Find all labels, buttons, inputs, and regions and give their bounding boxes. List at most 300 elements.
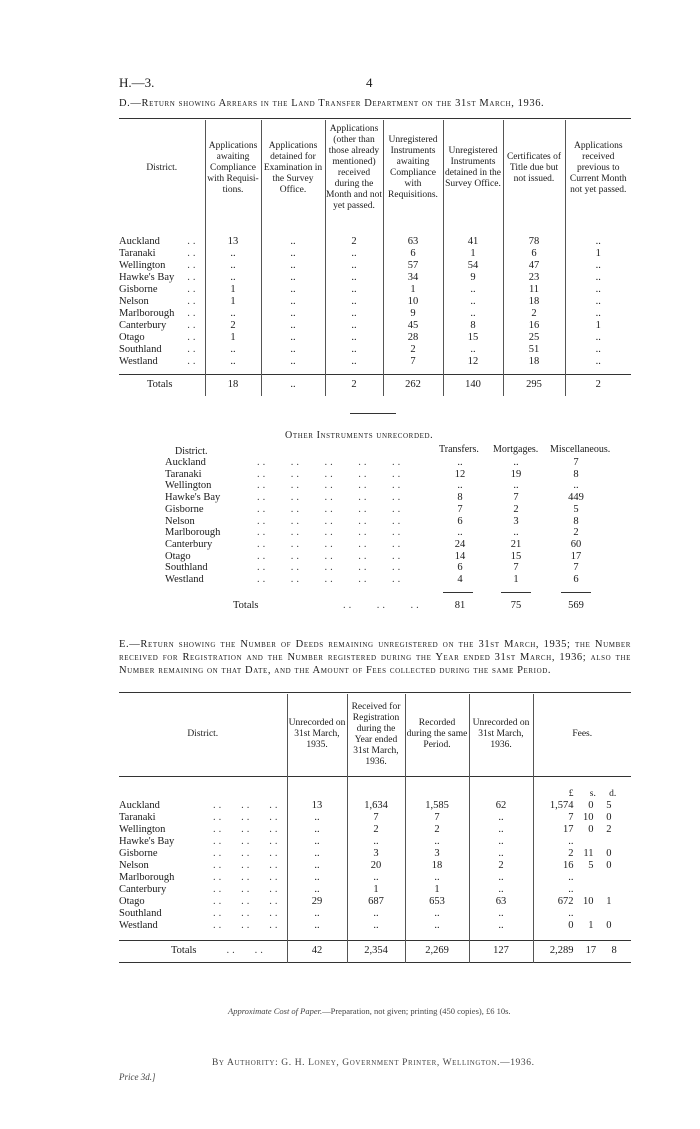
fee-pounds: 17 [563, 824, 574, 835]
other-totals-row: Totals .. .. .. 81 75 569 [165, 600, 625, 614]
fee-pounds: .. [568, 872, 574, 883]
e-totals-label: Totals [171, 945, 197, 956]
cell-value: 2 [503, 308, 565, 320]
e-totals-pounds: 2,289 [549, 945, 574, 956]
transfers-value: .. [457, 527, 463, 539]
e-totals-value: 2,354 [347, 940, 405, 962]
district-name: Canterbury [165, 538, 213, 550]
district-name: Hawke's Bay [119, 272, 175, 283]
table-row: Canterbury .. 2 .. .. 45 8 16 1 [119, 320, 631, 332]
cell-value: .. [347, 908, 405, 920]
district-name: Taranaki [119, 248, 156, 259]
table-row: Southland .. .. .. .. .. .. .. .. [119, 908, 631, 920]
cell-value: 45 [383, 320, 443, 332]
other-totals-label: Totals [233, 600, 259, 611]
cell-value: 2 [205, 320, 261, 332]
fee-pence: 1 [606, 896, 612, 907]
cell-value: .. [565, 356, 631, 368]
cell-value: .. [565, 272, 631, 284]
cell-value: 13 [287, 800, 347, 812]
table-row: Taranaki .. .. .. .. 6 1 6 1 [119, 248, 631, 260]
cell-value: 25 [503, 332, 565, 344]
cell-value: 1 [383, 284, 443, 296]
cell-value: .. [261, 272, 325, 284]
fee-shillings: 11 [583, 848, 594, 859]
table-row: Gisborne .. .. .. .. 3 3 .. 2 11 0 [119, 848, 631, 860]
cell-value: 18 [503, 356, 565, 368]
cell-value: .. [325, 272, 383, 284]
cell-value: 3 [347, 848, 405, 860]
other-header-transfers: Transfers. [439, 444, 479, 455]
cost-text: —Preparation, not given; printing (450 copies), £6 10s. [322, 1006, 511, 1016]
fee-pence: 0 [606, 848, 612, 859]
table-row: Hawke's Bay .. .. .. .. .. .. .. .. [119, 836, 631, 848]
cell-value: 20 [347, 860, 405, 872]
table-row: Wellington .. .. .. .. 57 54 47 .. [119, 260, 631, 272]
cell-value: .. [469, 824, 533, 836]
district-name: Southland [165, 562, 208, 574]
cell-value: 15 [443, 332, 503, 344]
cell-value: 2 [469, 860, 533, 872]
cell-value: 28 [383, 332, 443, 344]
cell-value: .. [443, 284, 503, 296]
fee-pence: 0 [606, 920, 612, 931]
transfers-value: 7 [457, 503, 463, 515]
page-number: 4 [366, 75, 373, 90]
cell-value: 9 [383, 308, 443, 320]
district-name: Gisborne [119, 284, 158, 295]
cell-value: 62 [469, 800, 533, 812]
list-item: Wellington .. .. .. .. .. .. .. .. [165, 480, 625, 492]
cell-value: .. [205, 248, 261, 260]
e-header-unrecorded-1936: Unrecorded on 31st March, 1936. [469, 694, 533, 776]
fee-pounds: .. [568, 836, 574, 847]
other-totals-mortgages: 75 [510, 600, 522, 611]
cell-value: .. [405, 836, 469, 848]
cell-value: 34 [383, 272, 443, 284]
misc-value: .. [573, 480, 579, 492]
table-row: Westland .. .. .. .. 7 12 18 .. [119, 356, 631, 368]
cell-value: 54 [443, 260, 503, 272]
cell-value: 1,585 [405, 800, 469, 812]
cell-value: .. [443, 344, 503, 356]
cell-value: .. [205, 260, 261, 272]
fee-pounds: 1,574 [549, 800, 574, 811]
cell-value: 29 [287, 896, 347, 908]
table-d-totals-row [119, 374, 631, 396]
header-district: District. [146, 162, 178, 173]
table-row: Taranaki .. .. .. .. 7 7 .. 7 10 0 [119, 812, 631, 824]
misc-value: 60 [570, 538, 582, 550]
cell-value: .. [469, 908, 533, 920]
fee-shillings: 10 [583, 896, 594, 907]
cell-value: .. [261, 260, 325, 272]
fee-pence: 5 [606, 800, 612, 811]
misc-value: 449 [568, 492, 584, 504]
table-row: Canterbury .. .. .. .. 1 1 .. .. [119, 884, 631, 896]
district-name: Canterbury [119, 320, 167, 331]
list-item: Otago .. .. .. .. .. 14 15 17 [165, 551, 625, 563]
district-name: Otago [165, 550, 191, 562]
list-item: Canterbury .. .. .. .. .. 24 21 60 [165, 539, 625, 551]
district-name: Westland [119, 920, 158, 931]
other-totals-misc: 569 [568, 600, 584, 611]
fee-pounds: 16 [563, 860, 574, 871]
cell-value: 12 [443, 356, 503, 368]
cell-value: .. [287, 884, 347, 896]
district-name: Hawke's Bay [119, 836, 175, 847]
misc-value: 2 [573, 527, 579, 539]
fee-shillings: 5 [588, 860, 594, 871]
cell-value: .. [469, 836, 533, 848]
cell-value: .. [325, 308, 383, 320]
cell-value: 8 [443, 320, 503, 332]
totals-value: 295 [503, 374, 565, 396]
cell-value: .. [261, 344, 325, 356]
cell-value: 1 [565, 248, 631, 260]
cell-value: 10 [383, 296, 443, 308]
mortgages-value: 15 [510, 550, 522, 562]
fee-pounds: 2 [568, 848, 574, 859]
district-name: Nelson [165, 515, 195, 527]
cell-value: 57 [383, 260, 443, 272]
cell-value: 1 [565, 320, 631, 332]
cell-value: .. [287, 812, 347, 824]
cell-value: .. [287, 824, 347, 836]
cell-value: 653 [405, 896, 469, 908]
cell-value: .. [565, 260, 631, 272]
cell-value: .. [287, 836, 347, 848]
district-name: Southland [119, 344, 162, 355]
district-name: Marlborough [119, 872, 175, 883]
totals-value: 18 [205, 374, 261, 396]
cell-value: 1 [443, 248, 503, 260]
totals-label: Totals [147, 379, 173, 391]
e-totals-pence: 8 [611, 945, 617, 956]
district-name: Westland [119, 356, 158, 367]
cell-value: 1 [347, 884, 405, 896]
district-name: Taranaki [165, 468, 202, 480]
cell-value: 2 [325, 236, 383, 248]
transfers-value: 8 [457, 492, 463, 504]
fee-shillings: 10 [583, 812, 594, 823]
fee-pence: 2 [606, 824, 612, 835]
cell-value: .. [325, 284, 383, 296]
mortgages-value: .. [513, 480, 519, 492]
cell-value: .. [347, 920, 405, 932]
cell-value: 18 [405, 860, 469, 872]
table-row: Marlborough .. .. .. .. .. .. .. .. [119, 872, 631, 884]
header-unreg-detained: Unregistered Instruments detained in the Survey Office. [443, 120, 503, 216]
list-item: Hawke's Bay .. .. .. .. .. 8 7 449 [165, 492, 625, 504]
currency-pence: d. [609, 789, 617, 799]
district-name: Marlborough [119, 308, 175, 319]
page-ref: H.—3. [119, 75, 155, 90]
cell-value: 1,634 [347, 800, 405, 812]
cell-value: 47 [503, 260, 565, 272]
e-header-district: District. [187, 729, 219, 740]
district-name: Nelson [119, 296, 149, 307]
cell-value: 2 [405, 824, 469, 836]
cell-value: .. [469, 848, 533, 860]
cell-value: 6 [383, 248, 443, 260]
totals-value: 140 [443, 374, 503, 396]
table-e-totals-row: Totals .. .. 42 2,354 2,269 127 2,289 17 8 [119, 940, 631, 962]
fee-pounds: 672 [557, 896, 574, 907]
transfers-value: 6 [457, 515, 463, 527]
cell-value: 51 [503, 344, 565, 356]
cell-value: .. [565, 308, 631, 320]
district-name: Canterbury [119, 884, 167, 895]
mortgages-value: .. [513, 457, 519, 468]
price: Price 3d.] [119, 1072, 156, 1082]
district-name: Auckland [119, 800, 160, 811]
cell-value: .. [565, 344, 631, 356]
misc-value: 7 [573, 457, 579, 468]
fee-shillings: 0 [588, 824, 594, 835]
district-name: Hawke's Bay [165, 492, 221, 504]
cell-value: 1 [205, 296, 261, 308]
e-totals-shillings: 17 [585, 945, 597, 956]
cell-value: 3 [405, 848, 469, 860]
cell-value: .. [261, 320, 325, 332]
other-header-district: District. [175, 446, 208, 457]
mortgages-value: .. [513, 527, 519, 539]
totals-value: .. [261, 374, 325, 396]
cell-value: 41 [443, 236, 503, 248]
mortgages-value: 21 [510, 538, 522, 550]
table-row: Auckland .. 13 .. 2 63 41 78 .. [119, 236, 631, 248]
cell-value: .. [261, 248, 325, 260]
fee-pounds: .. [568, 908, 574, 919]
table-row: Marlborough .. .. .. .. 9 .. 2 .. [119, 308, 631, 320]
cell-value: .. [443, 308, 503, 320]
list-item: Nelson .. .. .. .. .. 6 3 8 [165, 516, 625, 528]
e-header-recorded: Recorded during the same Period. [405, 694, 469, 776]
header-certificates-due: Certificates of Title due but not issued. [503, 120, 565, 216]
district-name: Otago [119, 332, 145, 343]
table-row: Otago .. .. .. 29 687 653 63 672 10 1 [119, 896, 631, 908]
cell-value: 7 [383, 356, 443, 368]
table-row: Otago .. 1 .. .. 28 15 25 .. [119, 332, 631, 344]
fee-pence: 0 [606, 860, 612, 871]
totals-value: 262 [383, 374, 443, 396]
transfers-value: 24 [454, 538, 466, 550]
fee-shillings: 0 [588, 800, 594, 811]
district-name: Marlborough [165, 527, 221, 539]
misc-value: 8 [573, 468, 579, 480]
district-name: Gisborne [165, 503, 204, 515]
table-row: Westland .. .. .. .. .. .. .. 0 1 0 [119, 920, 631, 932]
e-header-fees: Fees. [533, 694, 631, 776]
cell-value: .. [287, 920, 347, 932]
cell-value: .. [443, 296, 503, 308]
cell-value: .. [469, 872, 533, 884]
cell-value: 63 [383, 236, 443, 248]
list-item: Marlborough .. .. .. .. .. .. .. 2 [165, 527, 625, 539]
cell-value: .. [565, 284, 631, 296]
table-row: Wellington .. .. .. .. 2 2 .. 17 0 2 [119, 824, 631, 836]
cost-label: Approximate Cost of Paper. [228, 1006, 323, 1016]
cell-value: .. [565, 296, 631, 308]
district-name: Southland [119, 908, 162, 919]
list-item: Auckland .. .. .. .. .. .. .. 7 [165, 457, 625, 469]
cell-value: 18 [503, 296, 565, 308]
fee-pounds: 0 [568, 920, 574, 931]
district-name: Auckland [119, 236, 160, 247]
currency-shillings: s. [589, 789, 596, 799]
transfers-value: 4 [457, 574, 463, 585]
cell-value: .. [261, 308, 325, 320]
e-header-received: Received for Registration during the Year ended 31st March, 1936. [347, 694, 405, 776]
cell-value: .. [205, 272, 261, 284]
mortgages-value: 3 [513, 515, 519, 527]
cell-value: .. [565, 332, 631, 344]
cell-value: .. [325, 296, 383, 308]
e-header-unrecorded-1935: Unrecorded on 31st March, 1935. [287, 694, 347, 776]
mortgages-value: 2 [513, 503, 519, 515]
list-item: Taranaki .. .. .. .. .. 12 19 8 [165, 469, 625, 481]
district-name: Auckland [165, 457, 206, 468]
cell-value: 23 [503, 272, 565, 284]
section-divider [350, 413, 396, 414]
mortgages-value: 1 [513, 574, 519, 585]
other-instruments-title: Other Instruments unrecorded. [285, 430, 434, 441]
cell-value: .. [287, 860, 347, 872]
currency-pounds: £ [568, 789, 574, 799]
mortgages-value: 7 [513, 492, 519, 504]
table-e-title: E.—Return showing the Number of Deeds remaining unregistered on the 31st March, 1935; the Number received for Registration and the Number registered during the Year ended 31st March, 1936; also the Number remaining on that Date, and the Amount of Fees collected during the same Period. [119, 639, 631, 676]
totals-value: 2 [325, 374, 383, 396]
cell-value: .. [325, 248, 383, 260]
district-name: Wellington [119, 260, 166, 271]
other-header-mortgages: Mortgages. [493, 444, 539, 455]
cell-value: 78 [503, 236, 565, 248]
e-totals-value: 42 [287, 940, 347, 962]
cell-value: 2 [383, 344, 443, 356]
e-totals-value: 127 [469, 940, 533, 962]
cell-value: 13 [205, 236, 261, 248]
mortgages-value: 7 [513, 562, 519, 574]
transfers-value: 6 [457, 562, 463, 574]
cell-value: 1 [205, 332, 261, 344]
cell-value: 7 [405, 812, 469, 824]
cell-value: .. [325, 320, 383, 332]
cell-value: .. [469, 920, 533, 932]
cell-value: 11 [503, 284, 565, 296]
table-row: Southland .. .. .. .. 2 .. 51 .. [119, 344, 631, 356]
cell-value: .. [325, 344, 383, 356]
cell-value: 1 [205, 284, 261, 296]
fee-pounds: 7 [568, 812, 574, 823]
fee-pence: 0 [606, 812, 612, 823]
fee-shillings: 1 [588, 920, 594, 931]
table-d-title: D.—Return showing Arrears in the Land Transfer Department on the 31st March, 1936. [119, 98, 545, 109]
cell-value: .. [205, 308, 261, 320]
misc-value: 5 [573, 503, 579, 515]
district-name: Nelson [119, 860, 149, 871]
totals-value: 2 [565, 374, 631, 396]
cell-value: .. [261, 296, 325, 308]
cell-value: .. [565, 236, 631, 248]
list-item: Southland .. .. .. .. .. 6 7 7 [165, 562, 625, 574]
misc-value: 17 [570, 550, 582, 562]
cell-value: .. [205, 356, 261, 368]
cost-note [228, 1006, 511, 1016]
table-row: Hawke's Bay .. .. .. .. 34 9 23 .. [119, 272, 631, 284]
other-totals-transfers: 81 [454, 600, 466, 611]
header-received-month: Applications (other than those already mentioned) received during the Month and not yet passed. [325, 120, 383, 216]
cell-value: .. [325, 332, 383, 344]
cell-value: 2 [347, 824, 405, 836]
misc-value: 8 [573, 515, 579, 527]
transfers-value: 14 [454, 550, 466, 562]
e-totals-value: 2,269 [405, 940, 469, 962]
header-detained-survey: Applications detained for Examination in the Survey Office. [261, 120, 325, 216]
cell-value: .. [261, 332, 325, 344]
cell-value: .. [347, 872, 405, 884]
cell-value: .. [261, 236, 325, 248]
cell-value: .. [261, 356, 325, 368]
other-header-misc: Miscellaneous. [550, 444, 611, 455]
fee-pounds: .. [568, 884, 574, 895]
cell-value: 9 [443, 272, 503, 284]
cell-value: 7 [347, 812, 405, 824]
cell-value: .. [325, 356, 383, 368]
misc-value: 7 [573, 562, 579, 574]
cell-value: .. [405, 872, 469, 884]
transfers-value: .. [457, 480, 463, 492]
table-row: Nelson .. .. .. .. 20 18 2 16 5 0 [119, 860, 631, 872]
table-row: Auckland .. .. .. 13 1,634 1,585 62 1,574 0 5 [119, 800, 631, 812]
district-name: Taranaki [119, 812, 156, 823]
table-row: Nelson .. 1 .. .. 10 .. 18 .. [119, 296, 631, 308]
cell-value: .. [405, 920, 469, 932]
cell-value: .. [261, 284, 325, 296]
district-name: Wellington [119, 824, 166, 835]
header-previous-month: Applications received previous to Current Month not yet passed. [565, 120, 631, 216]
misc-value: 6 [573, 574, 579, 585]
transfers-value: 12 [454, 468, 466, 480]
cell-value: 16 [503, 320, 565, 332]
cell-value: .. [205, 344, 261, 356]
cell-value: .. [287, 908, 347, 920]
district-name: Wellington [165, 480, 212, 492]
authority-line: By Authority: G. H. Loney, Government Printer, Wellington.—1936. [212, 1058, 535, 1068]
cell-value: 63 [469, 896, 533, 908]
cell-value: 687 [347, 896, 405, 908]
header-unreg-awaiting: Unregistered Instruments awaiting Compliance with Requisitions. [383, 120, 443, 216]
cell-value: .. [469, 812, 533, 824]
cell-value: .. [287, 848, 347, 860]
list-item: Westland .. .. .. .. .. 4 1 6 [165, 574, 625, 586]
district-name: Westland [165, 574, 204, 585]
transfers-value: .. [457, 457, 463, 468]
cell-value: .. [405, 908, 469, 920]
list-item: Gisborne .. .. .. .. .. 7 2 5 [165, 504, 625, 516]
cell-value: .. [347, 836, 405, 848]
mortgages-value: 19 [510, 468, 522, 480]
cell-value: 1 [405, 884, 469, 896]
cell-value: 6 [503, 248, 565, 260]
cell-value: .. [287, 872, 347, 884]
table-row: Gisborne .. 1 .. .. 1 .. 11 .. [119, 284, 631, 296]
district-name: Otago [119, 896, 145, 907]
district-name: Gisborne [119, 848, 158, 859]
header-awaiting-compliance: Applications awaiting Compliance with Requisi-tions. [205, 120, 261, 216]
cell-value: .. [469, 884, 533, 896]
cell-value: .. [325, 260, 383, 272]
